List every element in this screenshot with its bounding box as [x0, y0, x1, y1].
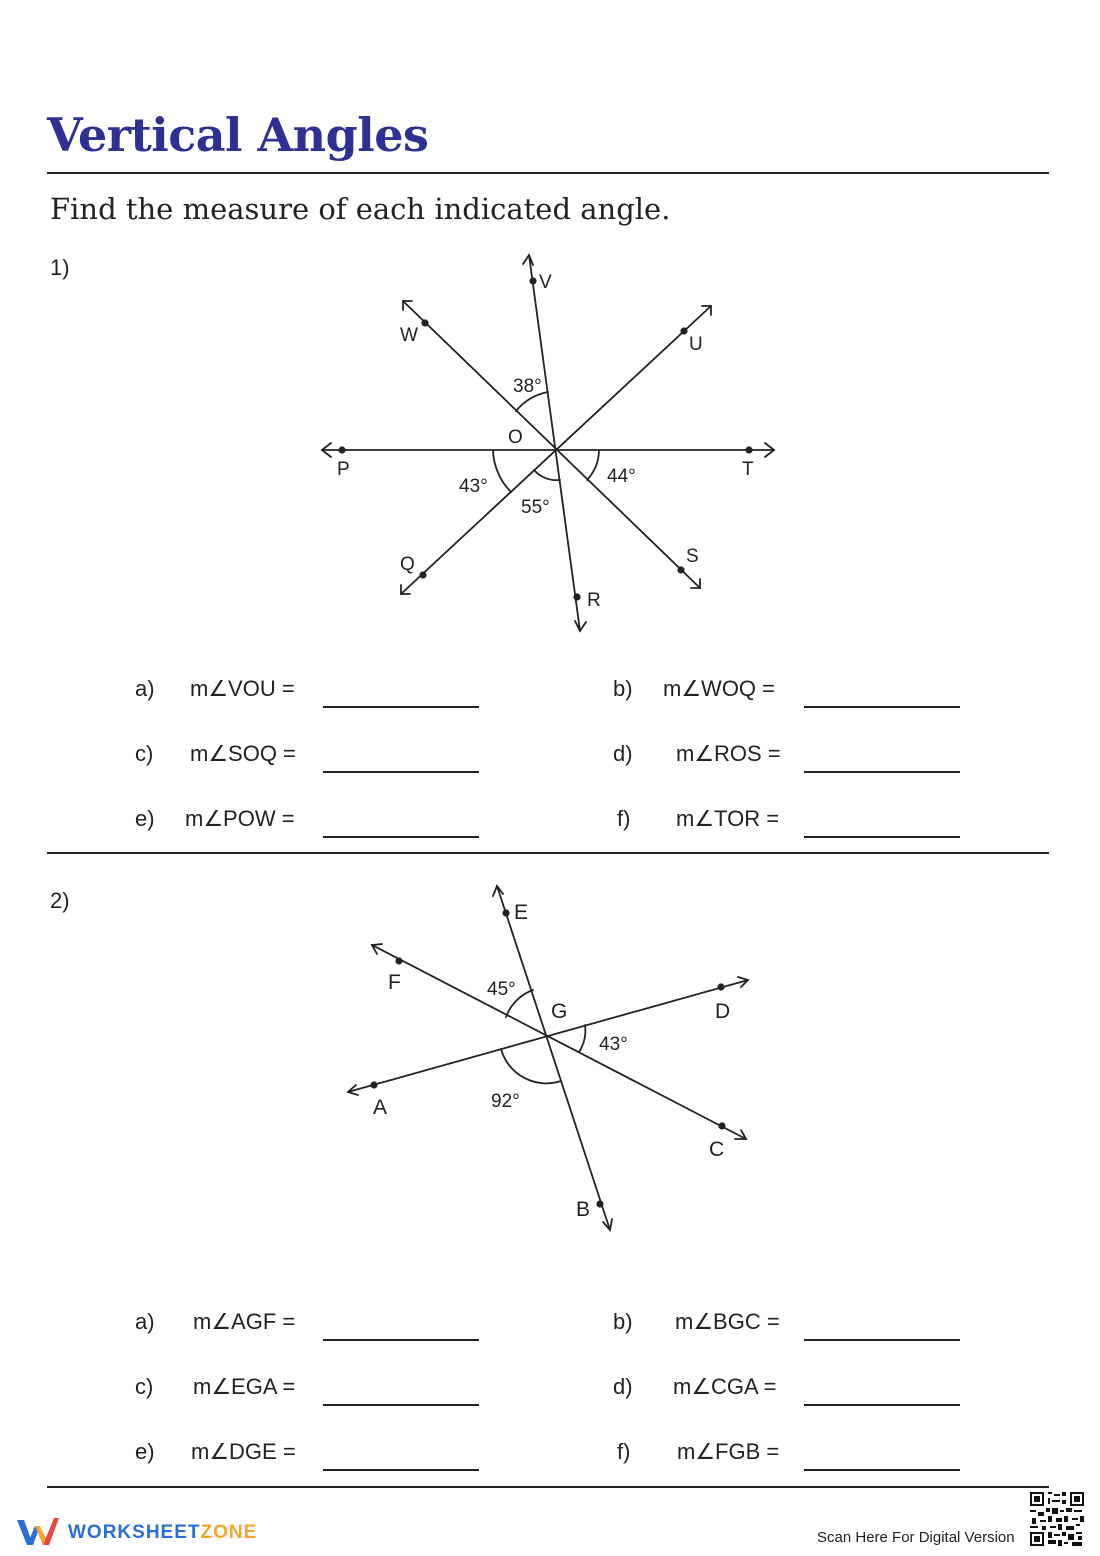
label-g: G [551, 1000, 568, 1023]
angle-label-43: 43° [599, 1034, 628, 1055]
answer-blank[interactable] [804, 706, 960, 708]
label-o: O [508, 427, 523, 448]
footer-divider [47, 1486, 1049, 1488]
point-r [573, 593, 580, 600]
problem-1-number: 1) [50, 255, 70, 280]
point-q [419, 571, 426, 578]
point-d [717, 983, 724, 990]
label-c: C [709, 1138, 725, 1161]
brand-name: WORKSHEETZONE [68, 1522, 258, 1543]
answer-blank[interactable] [804, 1404, 960, 1406]
line-ad [348, 980, 748, 1092]
label-s: S [686, 546, 699, 567]
arc-43 [493, 450, 511, 492]
point-f [395, 957, 402, 964]
label-q: Q [400, 554, 415, 575]
answer-blank[interactable] [323, 771, 479, 773]
line-vr [529, 255, 580, 631]
label-v: V [539, 272, 552, 293]
angle-label-45: 45° [487, 979, 516, 1000]
angle-label-92: 92° [491, 1091, 520, 1112]
point-u [680, 327, 687, 334]
point-t [745, 446, 752, 453]
point-p [338, 446, 345, 453]
label-f: F [388, 971, 401, 994]
label-d: D [715, 1000, 731, 1023]
point-a [370, 1081, 377, 1088]
answer-blank[interactable] [804, 771, 960, 773]
scan-text: Scan Here For Digital Version [817, 1529, 1015, 1546]
instructions: Find the measure of each indicated angle. [50, 192, 671, 226]
arc-55 [534, 470, 560, 480]
label-w: W [400, 325, 418, 346]
footer [0, 1500, 1100, 1556]
label-a: A [373, 1096, 388, 1119]
problem-2-figure [0, 875, 1100, 1245]
problem-1-figure [0, 240, 1100, 640]
point-e [502, 909, 509, 916]
answer-blank[interactable] [323, 1339, 479, 1341]
angle-label-43: 43° [459, 476, 488, 497]
label-r: R [587, 590, 601, 611]
label-b: B [576, 1198, 591, 1221]
worksheetzone-logo-icon [14, 1514, 60, 1548]
title-divider [47, 172, 1049, 174]
answer-blank[interactable] [804, 836, 960, 838]
answer-blank[interactable] [323, 706, 479, 708]
angle-label-55: 55° [521, 497, 550, 518]
point-c [718, 1122, 725, 1129]
arc-44 [587, 450, 599, 480]
answer-blank[interactable] [323, 1404, 479, 1406]
arc-43 [579, 1025, 585, 1052]
angle-label-44: 44° [607, 466, 636, 487]
answer-blank[interactable] [323, 1469, 479, 1471]
point-w [421, 319, 428, 326]
label-u: U [689, 334, 703, 355]
line-fc [372, 945, 746, 1139]
point-b [596, 1200, 603, 1207]
line-eb [497, 886, 610, 1230]
point-v [529, 277, 536, 284]
page-title: Vertical Angles [47, 108, 429, 162]
problem-2-number: 2) [50, 888, 70, 913]
label-e: E [514, 901, 529, 924]
answer-blank[interactable] [804, 1339, 960, 1341]
answer-blank[interactable] [323, 836, 479, 838]
answer-blank[interactable] [804, 1469, 960, 1471]
qr-code-icon[interactable] [1028, 1490, 1086, 1548]
section-divider [47, 852, 1049, 854]
label-t: T [742, 459, 754, 480]
angle-label-38: 38° [513, 376, 542, 397]
label-p: P [337, 459, 350, 480]
point-s [677, 566, 684, 573]
line-ws [403, 301, 700, 588]
